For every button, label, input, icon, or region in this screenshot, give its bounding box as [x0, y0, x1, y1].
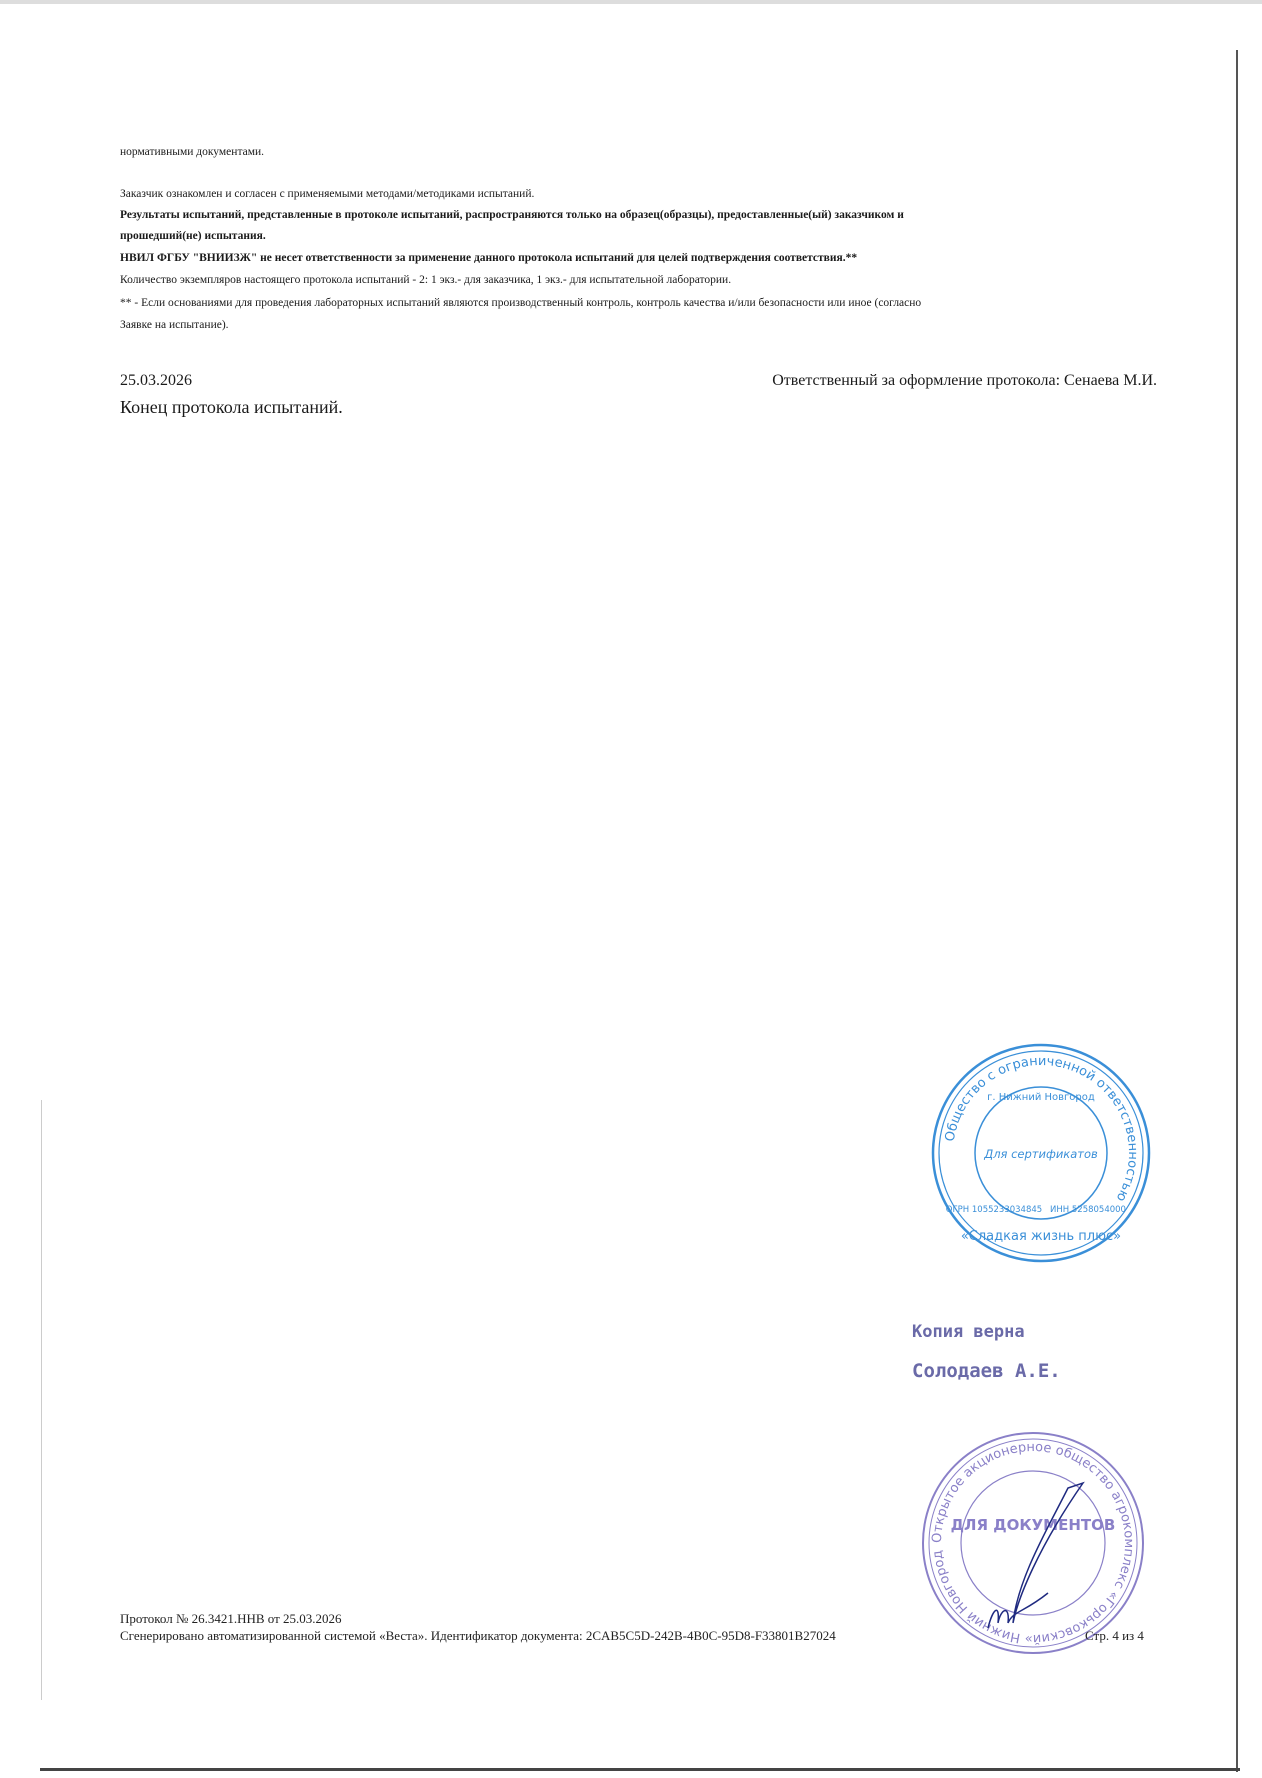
scan-edge-bottom — [40, 1768, 1240, 1771]
signature — [988, 1483, 1083, 1628]
copy-certified-stamp: Копия верна — [912, 1322, 1025, 1342]
stamp-blue-name: «Сладкая жизнь плюс» — [960, 1229, 1122, 1244]
stamp-blue-outer-text: Общество с ограниченной ответственностью — [942, 1053, 1141, 1204]
text-line: Результаты испытаний, представленные в протоколе испытаний, распространяются только на образец(образцы), предоставленные(ый) заказчиком и — [120, 209, 904, 221]
text-line: нормативными документами. — [120, 146, 265, 158]
copy-certifier-name: Солодаев А.Е. — [912, 1360, 1061, 1382]
stamp-blue-ogrn: ОГРН 1055233034845 — [945, 1205, 1043, 1215]
svg-text:Общество с ограниченной ответс — [943, 1054, 1140, 1204]
scan-edge-left — [41, 1100, 42, 1700]
stamp-blue-center: Для сертификатов — [984, 1147, 1098, 1161]
stamp-blue-inn: ИНН 5258054000 — [1050, 1205, 1126, 1215]
text-line: прошедший(не) испытания. — [120, 230, 266, 242]
scan-edge-right — [1236, 50, 1238, 1772]
stamp-blue-city: г. Нижний Новгород — [987, 1092, 1095, 1103]
company-stamp-purple — [918, 1428, 1148, 1658]
responsible-person: Ответственный за оформление протокола: Сенаева М.И. — [772, 372, 1157, 389]
footer-page-number: Стр. 4 из 4 — [1085, 1628, 1144, 1643]
footnote-line: Заявке на испытание). — [120, 319, 229, 331]
stamp-purple-outer-text: Открытое акционерное общество агрокомплекс «Горьковский» Нижний Новгород — [929, 1439, 1137, 1647]
footer-protocol: Протокол № 26.3421.ННВ от 25.03.2026 — [120, 1611, 342, 1626]
end-of-protocol: Конец протокола испытаний. — [120, 397, 343, 417]
footnote-line: ** - Если основаниями для проведения лабораторных испытаний являются производственный контроль, контроль качества и/или безопасности или иное (согласно — [120, 297, 922, 309]
text-line: Заказчик ознакомлен и согласен с применяемыми методами/методиками испытаний. — [120, 188, 535, 200]
stamp-purple-center: ДЛЯ ДОКУМЕНТОВ — [950, 1516, 1116, 1534]
protocol-date: 25.03.2026 — [120, 372, 192, 389]
footer-generated: Сгенерировано автоматизированной системой «Веста». Идентификатор документа: 2CAB5C5D-242B-4B0C-95D8-F33801B27024 — [120, 1628, 836, 1643]
company-stamp-blue — [928, 1040, 1154, 1266]
text-line: Количество экземпляров настоящего протокола испытаний - 2: 1 экз.- для заказчика, 1 экз.- для испытательной лаборатории. — [120, 274, 732, 286]
scan-edge-top — [0, 0, 1262, 4]
disclaimer-line: НВИЛ ФГБУ "ВНИИЗЖ" не несет ответственности за применение данного протокола испытаний для целей подтверждения соответствия.** — [120, 252, 858, 264]
